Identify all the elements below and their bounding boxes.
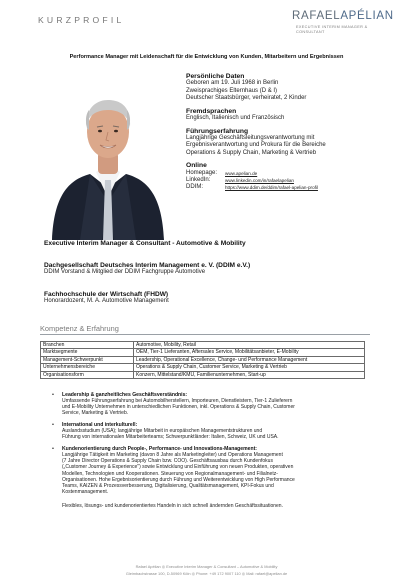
bullet-title: Kundenorientierung durch People-, Performance- und Innovations-Management:: [62, 446, 257, 453]
portrait-photo: [48, 76, 168, 240]
homepage-label: Homepage:: [186, 169, 218, 176]
personal-info-block: [186, 73, 410, 192]
linkedin-link[interactable]: www.linkedin.com/in/rafaelapelian: [225, 178, 294, 184]
education-title: Fachhochschule der Wirtschaft (FHDW): [44, 291, 169, 298]
ddim-label: DDIM:: [186, 184, 203, 191]
portrait-photo-graphic: [48, 76, 168, 240]
document-label: KURZPROFIL: [38, 15, 125, 25]
bullet-line: und E-Mobility Unternehmen in unterschiedlichen Funktionen, inkl. Operations & Supply Chain, Customer: [62, 404, 295, 411]
bullet-line: Führung von internationalen Mitarbeiterteams; Schwerpunktländer: Italien, Schweiz, UK und USA.: [62, 434, 279, 441]
table-cell-key: Marktsegmente: [41, 349, 134, 356]
online-heading: Online: [186, 162, 207, 170]
table-cell-value: Leadership, Operational Excellence, Change- und Performance Management: [134, 356, 365, 363]
personal-data-line: Geboren am 19. Juli 1968 in Berlin: [186, 80, 279, 87]
logo-tagline-2: CONSULTANT: [296, 30, 325, 34]
leadership-line: Ergebnisverantwortung und Prokura für die Bereiche: [186, 142, 326, 149]
list-item: [52, 422, 368, 440]
table-row: [41, 342, 365, 349]
role-title: Executive Interim Manager & Consultant - Automotive & Mobility: [44, 240, 246, 247]
ddim-subtitle: DDIM Vorstand & Mitglied der DDIM Fachgruppe Automotive: [44, 269, 206, 276]
bullet-dot-icon: •: [52, 392, 54, 398]
online-row-homepage: [186, 170, 410, 177]
homepage-link[interactable]: www.apelian.de: [225, 170, 258, 176]
bullet-title: International und interkulturell:: [62, 422, 138, 429]
closing-statement: Flexibles, lösungs- und kundenorientiertes Handeln in sich schnell ändernden Geschäftssituationen.: [62, 502, 283, 509]
page-footer: [0, 563, 413, 577]
table-cell-key: Organisationsform: [41, 371, 134, 378]
leadership-line: Langjährige Geschäftsleitungsverantwortung mit: [186, 135, 315, 142]
online-row-ddim: [186, 184, 410, 191]
competence-heading: Kompetenz & Erfahrung: [40, 324, 119, 333]
bullet-dot-icon: •: [52, 446, 54, 453]
languages-heading: Fremdsprachen: [186, 107, 237, 115]
leadership-heading: Führungserfahrung: [186, 127, 249, 135]
experience-bullets: [52, 392, 368, 509]
education-section: [44, 291, 404, 305]
footer-contact-line: Gleimbachstrasse 100, D-50969 Köln ◎ Phone: +49 172 9007 110 ◎ Mail: rafael@apelian.de: [125, 571, 288, 576]
bullet-line: Langjährige Tätigkeit im Marketing (davon 8 Jahre als Marketingleiter) und Operations Management: [62, 452, 283, 459]
bullet-line: Teams, KAIZEN & Prozessverbesserung, Digitalisierung, Qualitätsmanagement, KPI-Fokus und: [62, 482, 274, 489]
bullet-line: Organisationen. Hohe Ergebnisorientierung durch Führung und Weiterentwicklung von High Performance: [62, 476, 295, 483]
table-cell-value: Operations & Supply Chain, Customer Service, Marketing & Vertrieb: [134, 364, 365, 371]
company-logo: [292, 10, 406, 40]
profile-headline: Performance Manager mit Leidenschaft für die Entwicklung von Kunden, Mitarbeitern und Ergebnissen: [69, 54, 344, 60]
bullet-dot-icon: •: [52, 422, 54, 429]
table-cell-value: Konzern, Mittelstand/KMU, Familienunternehmen, Start-up: [134, 371, 365, 378]
ddim-section: [44, 262, 404, 276]
table-row: [41, 371, 365, 378]
bullet-line: Modellen, Technologien und Kooperationen. Steuerung von Regionalmanagement- und Filialnetz-: [62, 470, 278, 477]
list-item: [52, 392, 368, 416]
competence-table: [40, 341, 365, 379]
bullet-title: Leadership & ganzheitliches Geschäftsverständnis:: [62, 392, 188, 398]
leadership-line: Operations & Supply Chain, Marketing & Vertrieb: [186, 149, 317, 156]
online-row-linkedin: [186, 177, 410, 184]
bullet-line: Auslandsstudium (USA); langjährige Mitarbeit in europäischen Managementstrukturen und: [62, 428, 263, 435]
bullet-line: Umfassende Führungserfahrung bei Automobilherstellern, Importeuren, Dienstleistern, Tier-1 Zulieferern: [62, 398, 293, 405]
education-subtitle: Honorardozent, M. A. Automotive Management: [44, 298, 169, 305]
table-cell-value: Automotive, Mobility, Retail: [134, 342, 365, 349]
bullet-line: Kostenmanagement.: [62, 488, 109, 495]
personal-data-line: Deutscher Staatsbürger, verheiratet, 2 Kinder: [186, 94, 307, 101]
footer-line: Rafael Apélian ◎ Executive Interim Manager & Consultant – Automotive & Mobility: [135, 564, 278, 569]
table-row: [41, 356, 365, 363]
logo-name-part2: APÉLIAN: [340, 10, 394, 22]
table-cell-key: Unternehmensbereiche: [41, 364, 134, 371]
table-cell-key: Management-Schwerpunkt: [41, 356, 134, 363]
logo-name-part1: RAFAEL: [292, 10, 341, 22]
logo-tagline: EXECUTIVE INTERIM MANAGER &: [296, 25, 368, 29]
personal-data-heading: Persönliche Daten: [186, 73, 245, 80]
competence-divider: [40, 334, 370, 335]
table-row: [41, 349, 365, 356]
ddim-title: Dachgesellschaft Deutsches Interim Management e. V. (DDIM e.V.): [44, 262, 251, 269]
logo-name: [292, 10, 394, 22]
list-item: [52, 446, 368, 494]
ddim-link[interactable]: https://www.ddim.de/ddim/rafael-apelian-profil: [225, 185, 318, 191]
bullet-line: („Customer Journey & Experience") sowie Entwicklung und Einführung von neuen Produkten, operativen: [62, 464, 294, 471]
table-cell-key: Branchen: [41, 342, 134, 349]
role-section: [44, 240, 404, 247]
table-cell-value: OEM, Tier-1 Lieferanten, Aftersales Service, Mobilitätsanbieter, E-Mobility: [134, 349, 365, 356]
bullet-line: (7 Jahre Director Operations & Supply Chain bzw. COO). Geschäftsausbau durch Kundenfokus: [62, 458, 273, 465]
linkedin-label: LinkedIn:: [186, 177, 211, 184]
languages-text: Englisch, Italienisch und Französisch: [186, 114, 285, 121]
table-row: [41, 364, 365, 371]
personal-data-line: Zweisprachiges Elternhaus (D & I): [186, 87, 278, 94]
bullet-line: Service, Marketing & Vertrieb.: [62, 410, 129, 417]
